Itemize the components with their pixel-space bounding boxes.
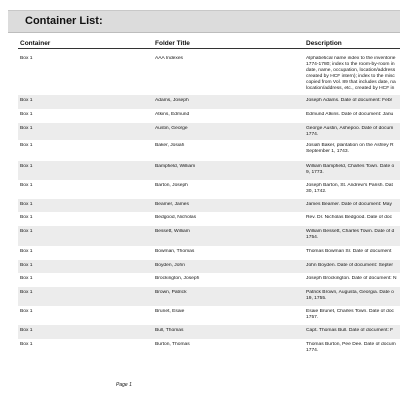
container-cell: Box 1 xyxy=(20,290,33,295)
folder-title-cell: Boyden, John xyxy=(155,263,185,268)
container-cell: Box 1 xyxy=(20,263,33,268)
container-cell: Box 1 xyxy=(20,342,33,347)
description-cell: James Beamer. Date of document: May xyxy=(306,202,392,207)
table-row xyxy=(18,260,400,273)
table-row xyxy=(18,199,400,212)
page-title: Container List: xyxy=(25,15,103,27)
description-cell: William Bampfield, Charles Town. Date o 9, 1773. xyxy=(306,164,395,175)
container-cell: Box 1 xyxy=(20,98,33,103)
description-cell: Edmund Atkins. Date of document: Janu xyxy=(306,112,394,117)
description-cell: Thomas Burton, Pee Dee. Date of docum 1774. xyxy=(306,342,396,353)
folder-title-cell: AAA Indexes xyxy=(155,56,184,61)
description-cell: Joseph Brockington. Date of document: N xyxy=(306,276,397,281)
table-row xyxy=(18,325,400,339)
column-header-description: Description xyxy=(306,40,342,47)
table-row xyxy=(18,339,400,357)
container-cell: Box 1 xyxy=(20,56,33,61)
container-cell: Box 1 xyxy=(20,229,33,234)
description-cell: William Bessett, Charles Town. Date of d 1754. xyxy=(306,229,395,240)
folder-title-cell: Adams, Joseph xyxy=(155,98,189,103)
table-row xyxy=(18,180,400,199)
description-cell: Alphabetical name index to the inventorie 1774-1780; index to the room-by-room in date, name, occupation, location/address created by HCF intern); index to the misc copied from Vol. 89 that includes date, na location/address, etc., created by HCF in xyxy=(306,56,396,91)
table-row xyxy=(18,246,400,260)
table-row xyxy=(18,95,400,109)
container-cell: Box 1 xyxy=(20,143,33,148)
column-header-container: Container xyxy=(20,40,51,47)
description-cell: Joseph Adams. Date of document: Febr xyxy=(306,98,393,103)
container-cell: Box 1 xyxy=(20,183,33,188)
container-cell: Box 1 xyxy=(20,202,33,207)
column-header-folder-title: Folder Title xyxy=(155,40,190,47)
description-cell: Joseph Barton, St. Andrew's Parish. Dat 30, 1742. xyxy=(306,183,393,194)
description-cell: Esaie Brunet, Charles Town. Date of doc 1757. xyxy=(306,309,394,320)
header-divider xyxy=(18,48,400,49)
table-row xyxy=(18,212,400,226)
folder-title-cell: Baker, Josiah xyxy=(155,143,185,148)
table-row xyxy=(18,109,400,123)
table-row xyxy=(18,273,400,287)
container-cell: Box 1 xyxy=(20,126,33,131)
container-cell: Box 1 xyxy=(20,249,33,254)
description-cell: Thomas Bowman Sr. Date of document xyxy=(306,249,392,254)
description-cell: John Boyden. Date of document: Septer xyxy=(306,263,393,268)
container-cell: Box 1 xyxy=(20,215,33,220)
folder-title-cell: Barton, Joseph xyxy=(155,183,188,188)
folder-title-cell: Brown, Patrick xyxy=(155,290,187,295)
description-cell: Patrick Brown, Augusta, Georgia. Date o 19, 1755. xyxy=(306,290,394,301)
folder-title-cell: Brunet, Esaie xyxy=(155,309,185,314)
container-cell: Box 1 xyxy=(20,309,33,314)
title-bar xyxy=(8,10,400,33)
table-row xyxy=(18,226,400,246)
folder-title-cell: Beamer, James xyxy=(155,202,189,207)
folder-title-cell: Burton, Thomas xyxy=(155,342,190,347)
folder-title-cell: Austin, George xyxy=(155,126,188,131)
folder-title-cell: Bampfield, William xyxy=(155,164,196,169)
container-cell: Box 1 xyxy=(20,164,33,169)
container-cell: Box 1 xyxy=(20,328,33,333)
table-row xyxy=(18,140,400,161)
description-cell: Capt. Thomas Bull. Date of document: F xyxy=(306,328,394,333)
folder-title-cell: Bedgood, Nicholas xyxy=(155,215,197,220)
description-cell: Josiah Baker, plantation on the Ashley R September 1, 1743. xyxy=(306,143,394,154)
folder-title-cell: Bowman, Thomas xyxy=(155,249,195,254)
folder-title-cell: Atkins, Edmund xyxy=(155,112,190,117)
description-cell: George Austin, Ashepoo. Date of docum 1774. xyxy=(306,126,394,137)
folder-title-cell: Brockington, Joseph xyxy=(155,276,200,281)
table-row xyxy=(18,287,400,306)
table-row xyxy=(18,53,400,95)
table-row xyxy=(18,161,400,180)
page-number: Page 1 xyxy=(116,382,132,388)
table-row xyxy=(18,306,400,325)
table-row xyxy=(18,123,400,140)
description-cell: Rev. Dr. Nicholas Bedgood. Date of doc xyxy=(306,215,393,220)
container-cell: Box 1 xyxy=(20,112,33,117)
folder-title-cell: Bull, Thomas xyxy=(155,328,184,333)
container-cell: Box 1 xyxy=(20,276,33,281)
folder-title-cell: Bessett, William xyxy=(155,229,190,234)
